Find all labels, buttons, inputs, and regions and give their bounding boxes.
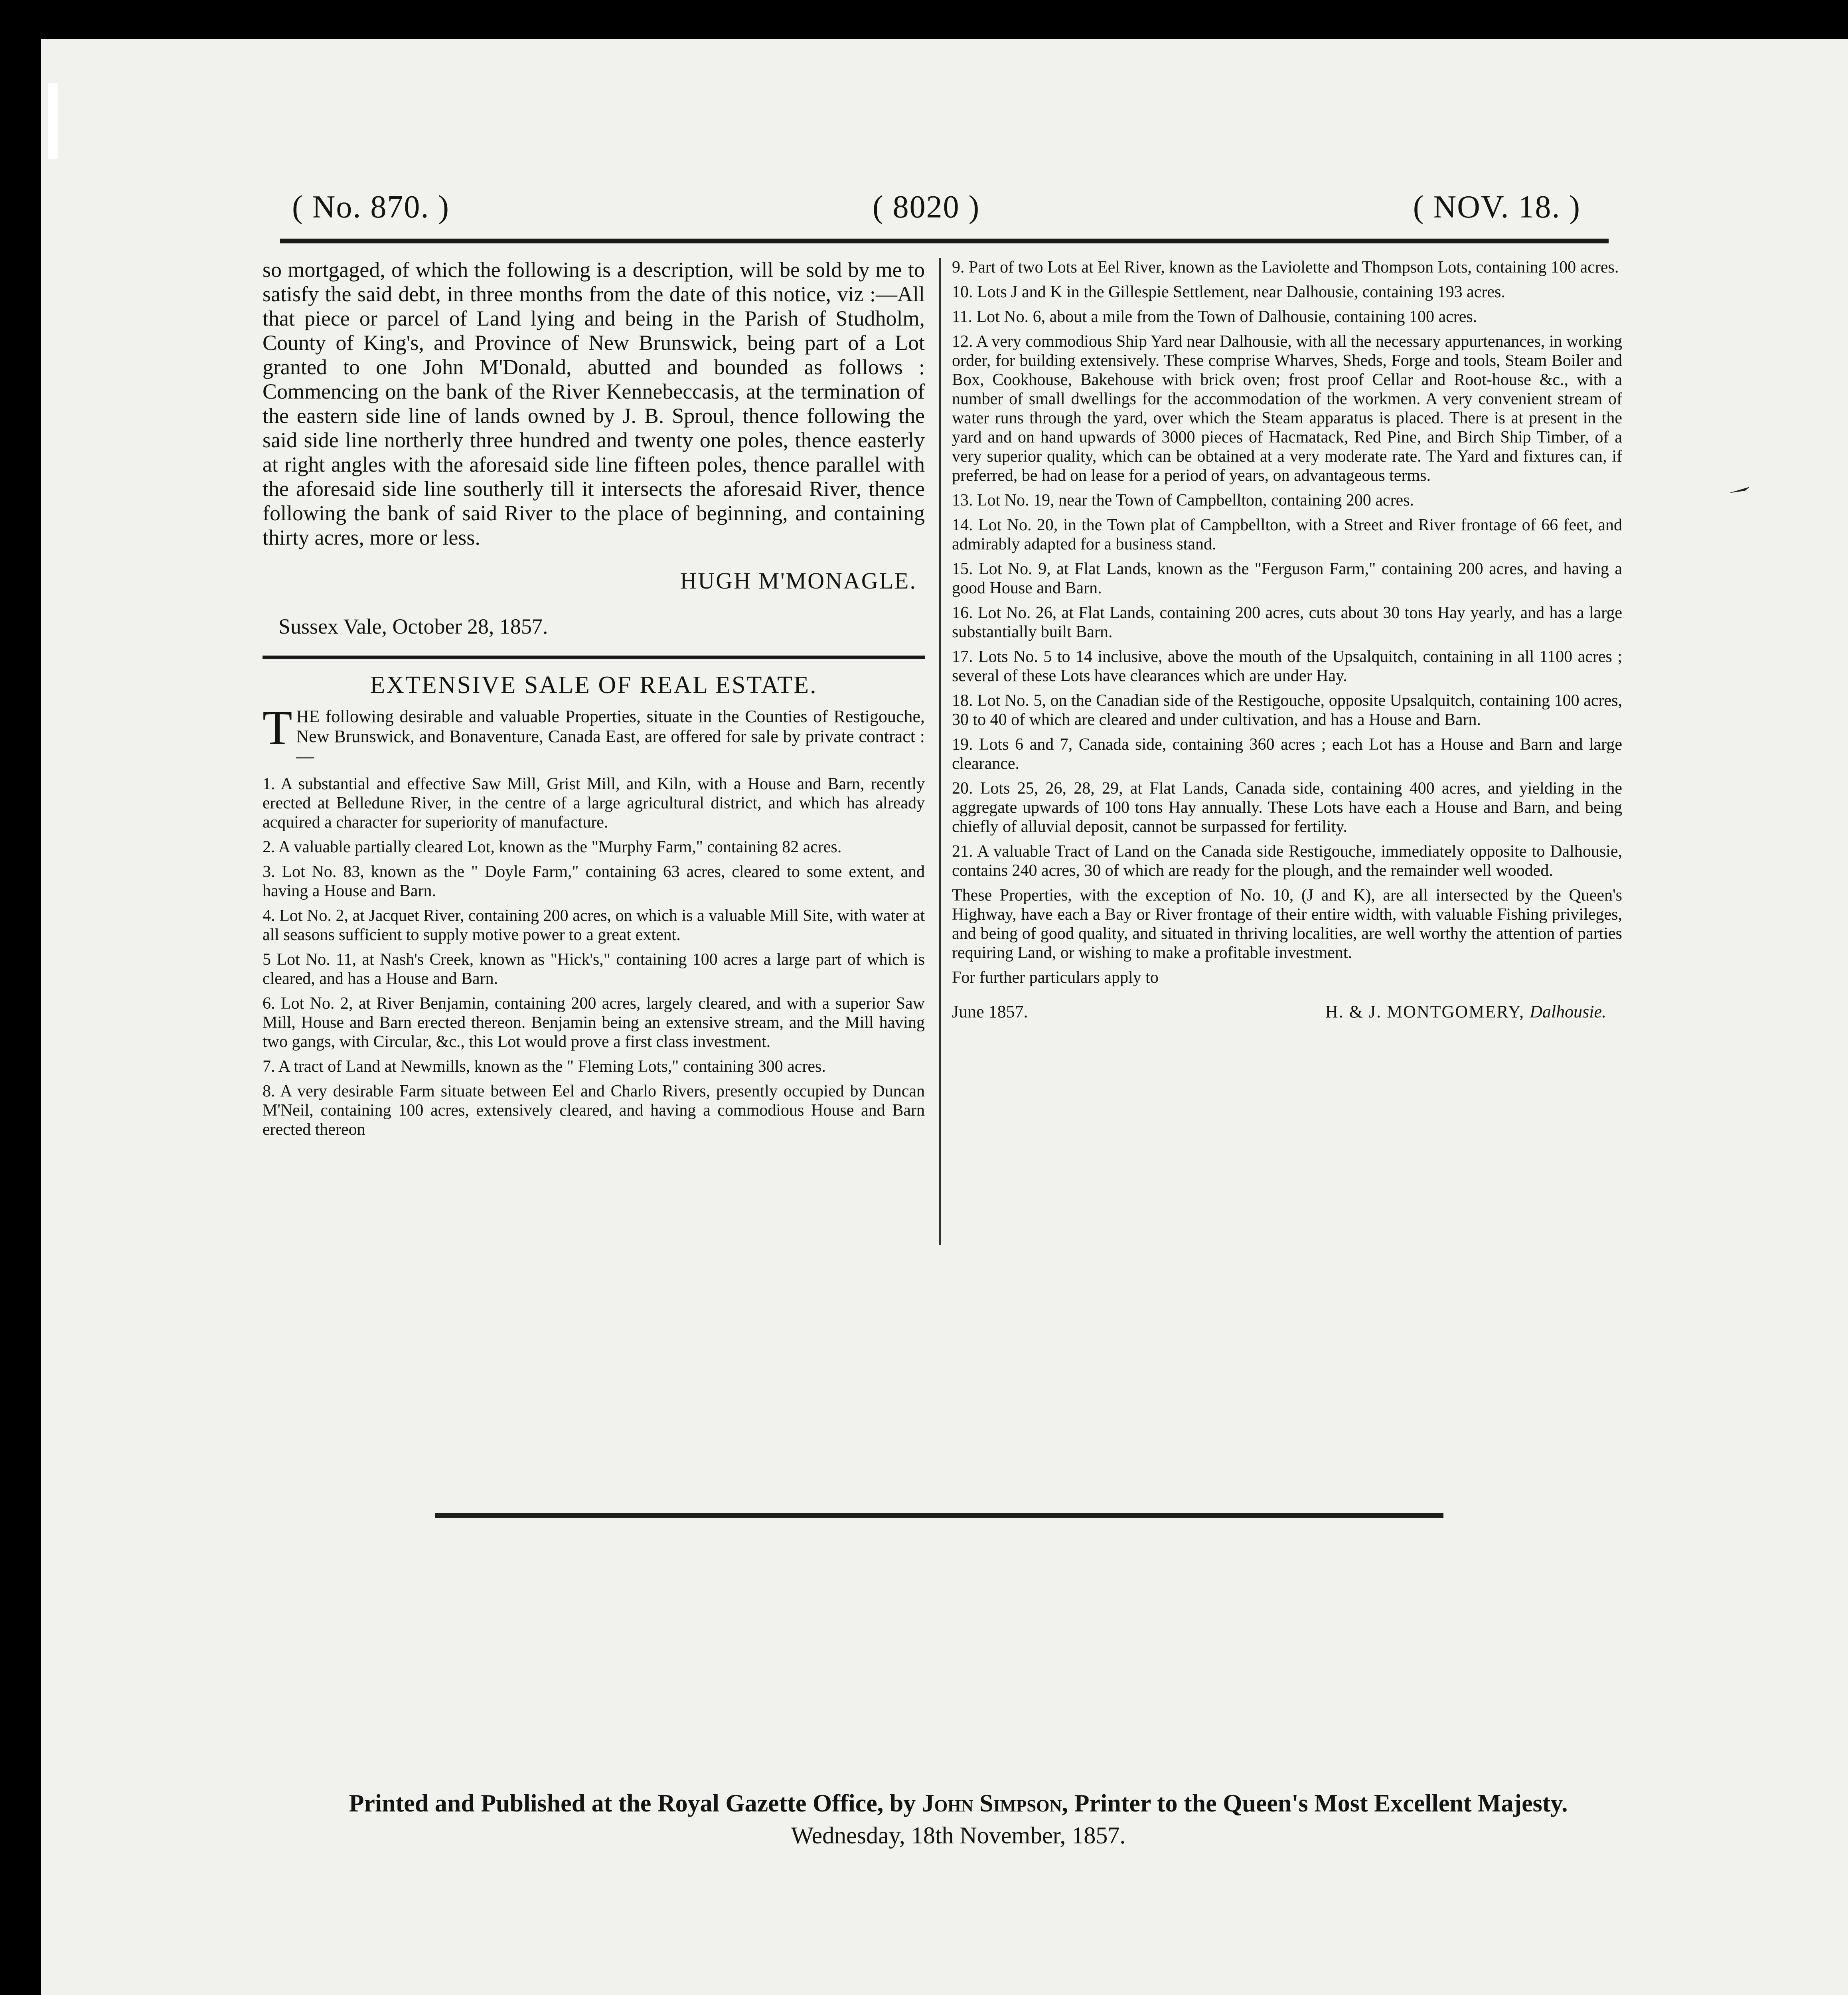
property-item: 20. Lots 25, 26, 28, 29, at Flat Lands, Canada side, containing 400 acres, and yielding in the aggregate upwards of 100 tons Hay annually. These Lots have each a House and Barn, and being chiefly of alluvial deposit, cannot be surpassed for fertility. [952,779,1622,836]
issue-number: ( No. 870. ) [292,190,450,225]
drop-cap: T [263,701,292,755]
notice-date: Sussex Vale, October 28, 1857. [278,614,548,638]
page-header [280,189,1597,233]
property-item: 17. Lots No. 5 to 14 inclusive, above the mouth of the Upsalquitch, containing in all 1100 acres ; several of these Lots have clearances which are under Hay. [952,648,1622,685]
page-number: ( 8020 ) [873,190,980,225]
property-item: 12. A very commodious Ship Yard near Dalhousie, with all the necessary appurtenances, in working order, for building extensively. These comprise Wharves, Sheds, Forge and tools, Steam Boiler and Box, Cookhouse, Bakehouse with brick oven; frost proof Cellar and Root-house &c., with a number of small dwellings for the accommodation of the workmen. A very convenient stream of water runs through the yard, over which the Steam apparatus is placed. There is at present in the yard and on hand upwards of 3000 pieces of Hacmatack, Red Pine, and Birch Ship Timber, of a very superior quality, which can be obtained at a very moderate rate. The Yard and fixtures can, if preferred, be had on lease for a period of years, on advantageous terms. [952,332,1622,485]
agent-place: Dalhousie. [1530,1002,1606,1021]
apply-line: For further particulars apply to [952,968,1159,987]
header-rule [280,239,1609,243]
property-item: 11. Lot No. 6, about a mile from the Town of Dalhousie, containing 100 acres. [952,308,1477,326]
sale-intro [263,701,925,766]
mortgage-notice-text: so mortgaged, of which the following is a description, will be sold by me to satisfy the said debt, in three months from the date of this notice, viz :—All that piece or parcel of Land lying and being in the Parish of Studholm, County of King's, and Province of New Brunswick, being part of a Lot granted to one John M'Donald, abutted and bounded as follows : Commencing on the bank of the River Kennebeccasis, at the termination of the eastern side line of lands owned by J. B. Sproul, thence following the said side line northerly three hundred and twenty one poles, thence easterly at right angles with the aforesaid side line fifteen poles, thence parallel with the aforesaid side line southerly till it intersects the aforesaid River, thence following the bank of said River to the place of beginning, and containing thirty acres, more or less. [263,258,925,549]
right-column [952,258,1622,1029]
sale-intro-text: HE following desirable and valuable Properties, situate in the Counties of Restigouche, New Brunswick, and Bonaventure, Canada East, are offered for sale by private contract :— [296,707,925,766]
edge-mark [48,83,58,159]
printer-name: John Simpson [922,1790,1062,1817]
property-item: 13. Lot No. 19, near the Town of Campbellton, containing 200 acres. [952,491,1414,510]
imprint-text: Printed and Published at the Royal Gazette Office, by [349,1790,916,1817]
agent-name: H. & J. MONTGOMERY, [1325,1002,1525,1021]
pen-mark [1728,486,1751,494]
section-rule [263,656,925,659]
properties-summary: These Properties, with the exception of No. 10, (J and K), are all intersected by the Queen's Highway, have each a Bay or River frontage of their entire width, with valuable Fishing privileges, and being of good quality, and situated in thriving localities, are well worthy the attention of parties requiring Land, or wishing to make a profitable investment. [952,886,1622,962]
closing-rule [435,1513,1443,1518]
property-item: 15. Lot No. 9, at Flat Lands, known as the "Ferguson Farm," containing 200 acres, and having a good House and Barn. [952,560,1622,597]
property-item: 9. Part of two Lots at Eel River, known as the Laviolette and Thompson Lots, containing 100 acres. [952,258,1619,277]
property-item: 21. A valuable Tract of Land on the Canada side Restigouche, immediately opposite to Dalhousie, contains 240 acres, 30 of which are ready for the plough, and the remainder well wooded. [952,842,1622,880]
property-item: 18. Lot No. 5, on the Canadian side of the Restigouche, opposite Upsalquitch, containing 100 acres, 30 to 40 of which are cleared and under cultivation, and has a House and Barn. [952,691,1622,729]
property-item: 14. Lot No. 20, in the Town plat of Campbellton, with a Street and River frontage of 66 feet, and admirably adapted for a business stand. [952,516,1622,553]
property-item: 19. Lots 6 and 7, Canada side, containing 360 acres ; each Lot has a House and Barn and large clearance. [952,735,1622,773]
property-item: 8. A very desirable Farm situate between Eel and Charlo Rivers, presently occupied by Duncan M'Neil, containing 100 acres, extensively cleared, and having a commodious House and Barn erected thereon [263,1082,925,1139]
sale-title: EXTENSIVE SALE OF REAL ESTATE. [370,672,817,699]
issue-date: ( NOV. 18. ) [1413,190,1581,225]
imprint-text-end: , Printer to the Queen's Most Excellent Majesty. [1062,1790,1568,1817]
left-column [263,258,925,1145]
property-item: 6. Lot No. 2, at River Benjamin, containing 200 acres, largely cleared, and with a superior Saw Mill, House and Barn erected thereon. Benjamin being an extensive stream, and the Mill having two gangs, with Circular, &c., this Lot would prove a first class investment. [263,994,925,1051]
property-item: 10. Lots J and K in the Gillespie Settlement, near Dalhousie, containing 193 acres. [952,283,1505,301]
property-item: 4. Lot No. 2, at Jacquet River, containing 200 acres, on which is a valuable Mill Site, with water at all seasons sufficient to supply motive power to a great extent. [263,907,925,944]
property-item: 7. A tract of Land at Newmills, known as the " Fleming Lots," containing 300 acres. [263,1057,826,1076]
notice-signature: HUGH M'MONAGLE. [680,568,917,594]
sale-agent [1325,1001,1606,1022]
sale-date: June 1857. [952,1002,1028,1021]
sale-signature [952,1001,1622,1029]
property-item: 2. A valuable partially cleared Lot, known as the "Murphy Farm," containing 82 acres. [263,838,842,856]
imprint-date: Wednesday, 18th November, 1857. [791,1822,1126,1849]
column-divider [939,258,941,1245]
property-item: 1. A substantial and effective Saw Mill, Grist Mill, and Kiln, with a House and Barn, recently erected at Belledune River, in the centre of a large agricultural district, and which has already acquired a character for superiority of manufacture. [263,775,925,832]
property-item: 16. Lot No. 26, at Flat Lands, containing 200 acres, cuts about 30 tons Hay yearly, and has a large substantially built Barn. [952,604,1622,641]
gazette-page [41,39,1848,1995]
property-item: 5 Lot No. 11, at Nash's Creek, known as "Hick's," containing 100 acres a large part of which is cleared, and has a House and Barn. [263,950,925,988]
property-item: 3. Lot No. 83, known as the " Doyle Farm," containing 63 acres, cleared to some extent, and having a House and Barn. [263,863,925,900]
